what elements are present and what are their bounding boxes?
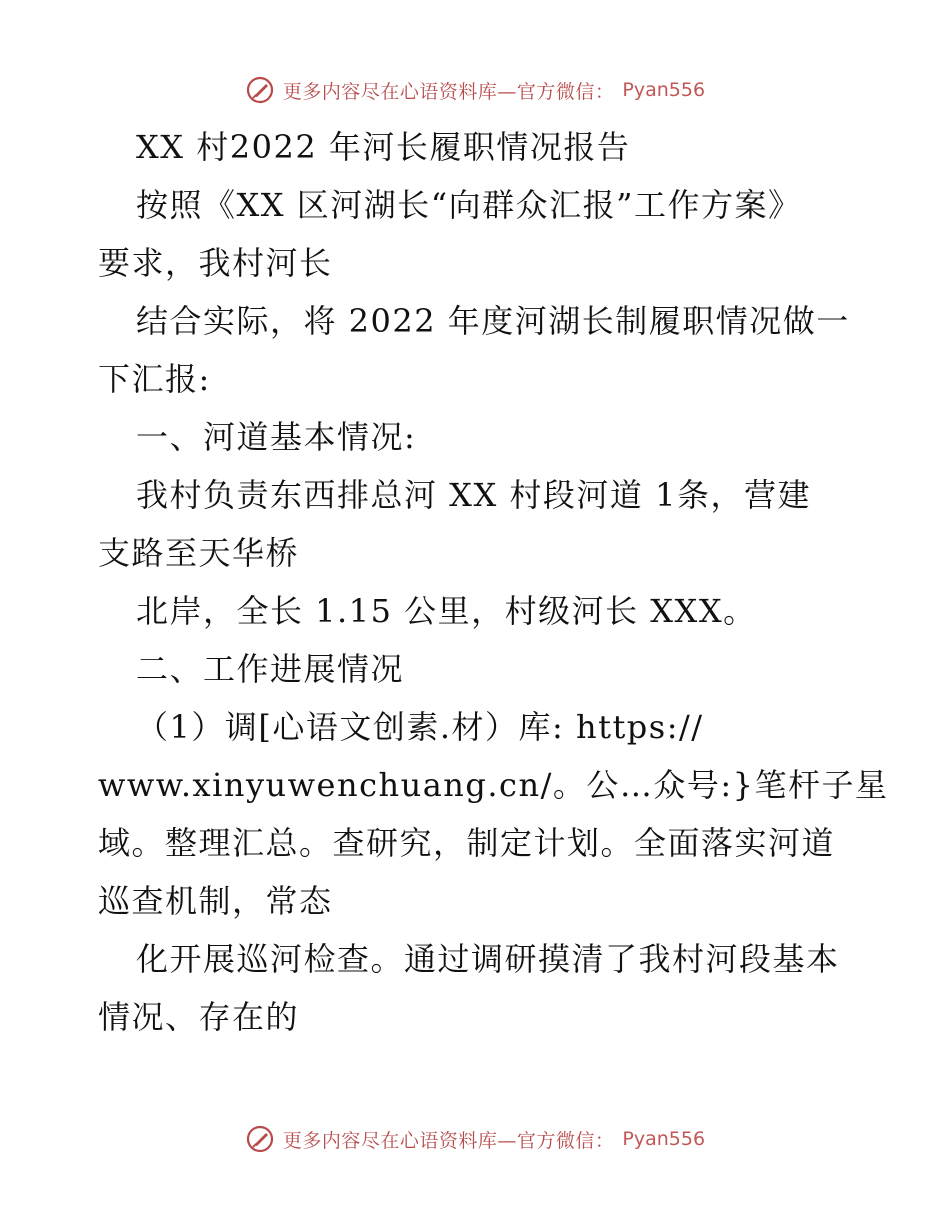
document-body [98,118,889,1046]
doc-line: www.xinyuwenchuang.cn/。公…众号:}笔杆子星 [98,766,889,804]
doc-line: 支路至天华桥 [98,534,300,572]
doc-line: 情况、存在的 [98,998,300,1036]
banner-text: 更多内容尽在心语资料库—官方微信： [282,80,615,103]
doc-line: 结合实际，将 2022 年度河湖长制履职情况做一 [136,302,850,340]
doc-line: 下汇报: [98,360,211,398]
banner-wechat-id: Pyan556 [622,1128,706,1150]
doc-line: 按照《XX 区河湖长“向群众汇报”工作方案》 [136,186,802,224]
doc-line: 我村负责东西排总河 XX 村段河道 1条，营建 [136,476,811,514]
doc-line: （1）调[心语文创素.材）库: https:// [136,708,704,746]
doc-title: XX 村2022 年河长履职情况报告 [136,128,631,166]
doc-line: 巡查机制，常态 [98,882,333,920]
doc-line: 域。整理汇总。查研究，制定计划。全面落实河道 [98,824,836,862]
banner-wechat-id: Pyan556 [622,79,706,101]
quill-logo-icon [245,1124,275,1154]
banner-text: 更多内容尽在心语资料库—官方微信： [282,1129,615,1152]
section-heading-2: 二、工作进展情况 [136,650,405,688]
doc-line: 化开展巡河检查。通过调研摸清了我村河段基本 [136,940,840,978]
quill-logo-icon [245,75,275,105]
doc-line: 北岸，全长 1.15 公里，村级河长 XXX。 [136,592,757,630]
header-banner [0,70,950,110]
footer-banner [0,1119,950,1159]
section-heading-1: 一、河道基本情况: [136,418,417,456]
doc-line: 要求，我村河长 [98,244,333,282]
